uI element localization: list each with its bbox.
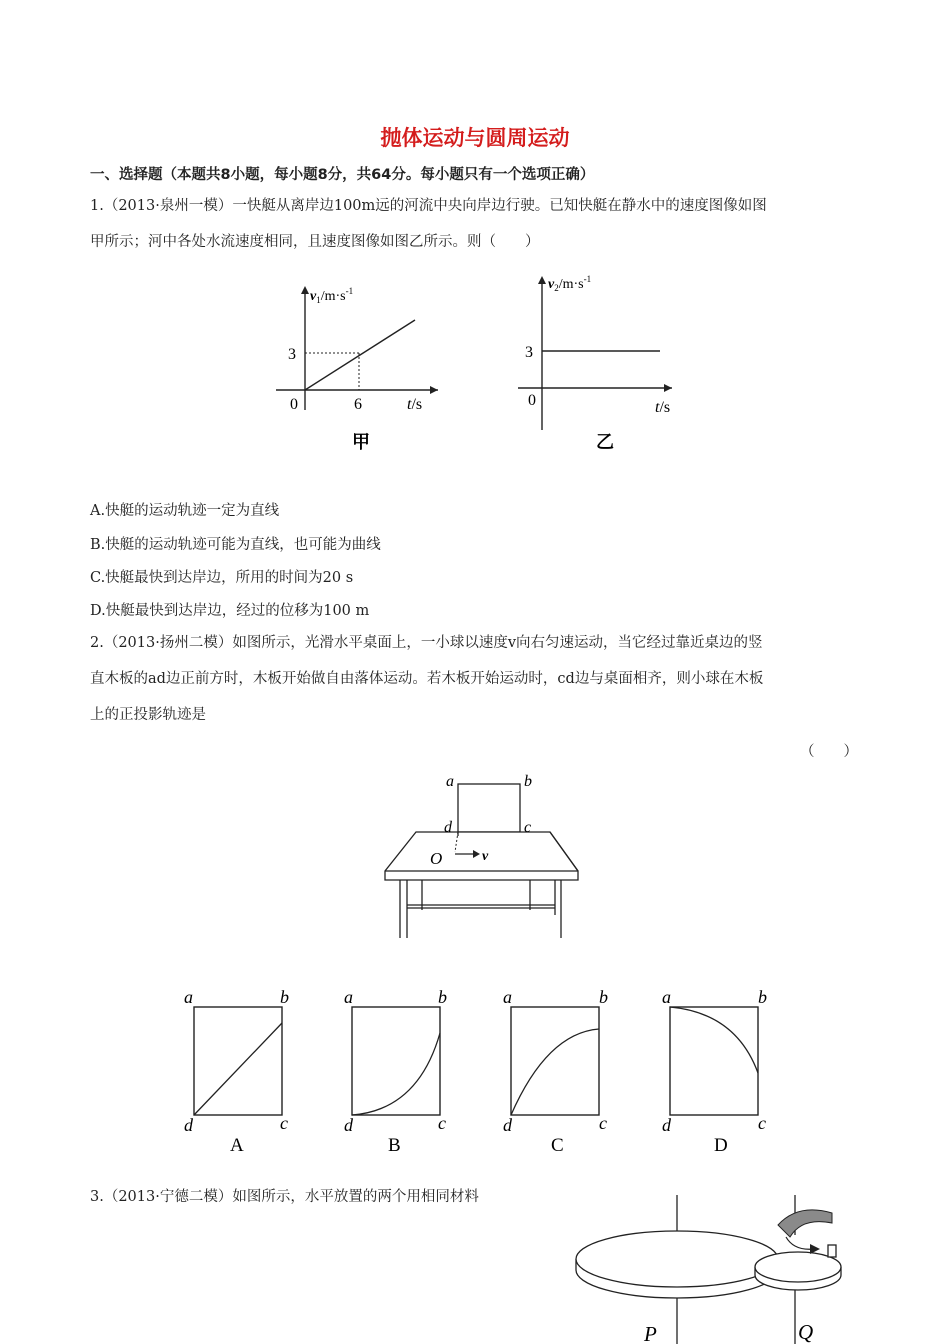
jia-xtick: 6 <box>354 396 362 413</box>
yi-xlabel-unit: /s <box>659 399 671 416</box>
choice-b-a: a <box>344 987 353 1007</box>
svg-text:t/s <box>655 399 670 416</box>
choice-d-b: b <box>758 987 767 1007</box>
yi-ylabel-unit: /m·s <box>558 277 584 292</box>
q1-option-a: A.快艇的运动轨迹一定为直线 <box>90 503 280 519</box>
choice-a-diagram <box>180 985 300 1160</box>
q2-line3: 上的正投影轨迹是 <box>90 707 206 723</box>
choice-a-a: a <box>184 987 193 1007</box>
choice-c-label: C <box>551 1135 564 1156</box>
q1-option-d: D.快艇最快到达岸边，经过的位移为100 m <box>90 603 370 619</box>
fig-label-d: d <box>444 819 452 836</box>
q1-option-b: B.快艇的运动轨迹可能为直线，也可能为曲线 <box>90 537 381 553</box>
choice-d-c: c <box>758 1113 766 1133</box>
choice-c-diagram <box>497 985 617 1160</box>
jia-ylabel-sub: 1 <box>316 295 321 305</box>
choice-b-diagram <box>338 985 458 1160</box>
section-heading: 一、选择题（本题共8小题，每小题8分，共64分。每小题只有一个选项正确） <box>90 167 595 183</box>
yi-ytick: 3 <box>525 344 533 361</box>
q1-line1: 1.（2013·泉州一模）一快艇从离岸边100m远的河流中央向岸边行驶。已知快艇在静水中的速度图像如图 <box>90 198 767 214</box>
yi-origin: 0 <box>528 392 536 409</box>
jia-xlabel-unit: /s <box>411 396 423 413</box>
q1-option-c: C.快艇最快到达岸边，所用的时间为20 s <box>90 570 354 586</box>
choice-a-b: b <box>280 987 289 1007</box>
choice-c-b: b <box>599 987 608 1007</box>
graph-yi <box>510 270 690 460</box>
svg-text:t/s <box>407 396 422 413</box>
q1-line2: 甲所示；河中各处水流速度相同，且速度图像如图乙所示。则（ ） <box>90 234 540 250</box>
fig-label-b: b <box>524 773 532 790</box>
choice-d-a: a <box>662 987 671 1007</box>
yi-ylabel-sub: 2 <box>554 283 559 293</box>
choice-b-d: d <box>344 1115 353 1135</box>
yi-caption: 乙 <box>596 432 614 453</box>
jia-ylabel-exp: -1 <box>345 286 354 296</box>
label-q: Q <box>798 1320 814 1344</box>
choice-d-label: D <box>714 1135 728 1156</box>
choice-d-diagram <box>656 985 776 1160</box>
choice-c-d: d <box>503 1115 512 1135</box>
choice-b-b: b <box>438 987 447 1007</box>
disks-figure <box>570 1195 870 1344</box>
jia-xlabel-t: t <box>407 396 412 413</box>
choice-b-label: B <box>388 1135 401 1156</box>
choice-a-c: c <box>280 1113 288 1133</box>
choice-d-d: d <box>662 1115 671 1135</box>
choice-c-c: c <box>599 1113 607 1133</box>
jia-ylabel-v: v <box>310 289 317 304</box>
yi-ylabel-exp: -1 <box>583 274 592 284</box>
svg-text:v1/m·s-1 <box>310 286 353 305</box>
jia-ytick: 3 <box>288 346 296 363</box>
jia-ylabel-unit: /m·s <box>320 289 346 304</box>
page-title: 抛体运动与圆周运动 <box>380 126 570 150</box>
table-board-figure <box>380 770 590 945</box>
graph-jia <box>270 270 450 460</box>
fig-label-o: O <box>430 849 443 868</box>
jia-caption: 甲 <box>352 432 370 453</box>
choice-a-d: d <box>184 1115 193 1135</box>
jia-origin: 0 <box>290 396 298 413</box>
svg-text:v2/m·s-1 <box>548 274 591 293</box>
choice-b-c: c <box>438 1113 446 1133</box>
choice-a-label: A <box>230 1135 244 1156</box>
yi-xlabel-t: t <box>655 399 660 416</box>
label-p: P <box>644 1322 657 1344</box>
choice-c-a: a <box>503 987 512 1007</box>
q2-line2: 直木板的ad边正前方时，木板开始做自由落体运动。若木板开始运动时，cd边与桌面相齐，则小球在木板 <box>90 671 764 687</box>
q2-answer-paren: （ ） <box>800 744 858 760</box>
q3-line1: 3.（2013·宁德二模）如图所示，水平放置的两个用相同材料 <box>90 1189 479 1205</box>
fig-label-v: v <box>482 849 489 864</box>
q2-line1: 2.（2013·扬州二模）如图所示，光滑水平桌面上，一小球以速度v向右匀速运动，当它经过靠近桌边的竖 <box>90 635 763 651</box>
fig-label-c: c <box>524 819 532 836</box>
fig-label-a: a <box>446 773 454 790</box>
yi-ylabel-v: v <box>548 277 555 292</box>
